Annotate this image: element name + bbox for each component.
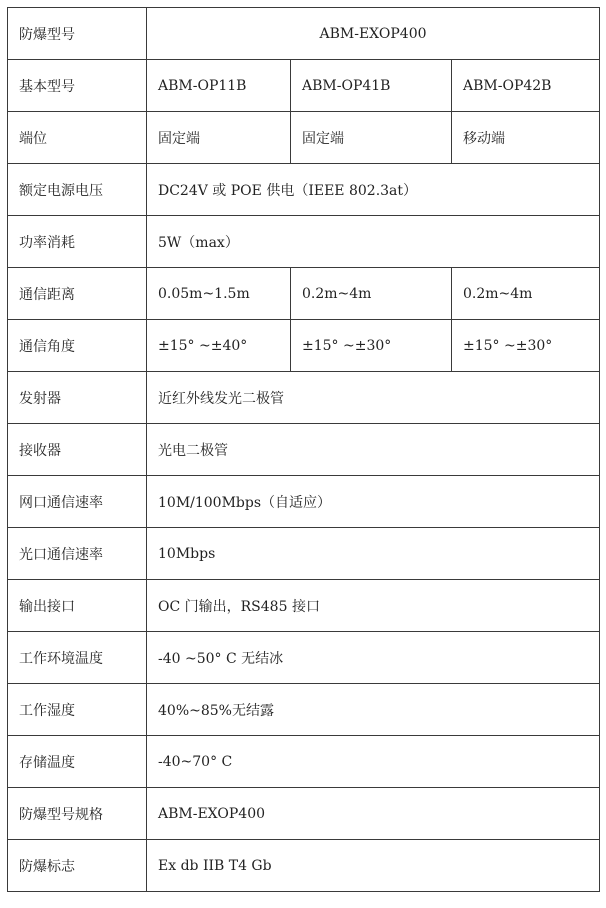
- row-temp: [8, 632, 600, 684]
- value-mark: Ex db IIB T4 Gb: [147, 840, 600, 892]
- value-emitter: 近红外线发光二极管: [147, 372, 600, 424]
- value-power: 5W（max）: [147, 216, 600, 268]
- row-rated-voltage: [8, 164, 600, 216]
- row-output: [8, 580, 600, 632]
- value-net-rate: 10M/100Mbps（自适应）: [147, 476, 600, 528]
- spec-table: [7, 7, 600, 892]
- row-angle: [8, 320, 600, 372]
- label-output: 输出接口: [8, 580, 147, 632]
- value-angle-3: ±15° ~±30°: [452, 320, 600, 372]
- row-storage: [8, 736, 600, 788]
- row-power: [8, 216, 600, 268]
- row-distance: [8, 268, 600, 320]
- value-humidity: 40%~85%无结露: [147, 684, 600, 736]
- value-optical-rate: 10Mbps: [147, 528, 600, 580]
- row-base-model: [8, 60, 600, 112]
- row-emitter: [8, 372, 600, 424]
- label-spec: 防爆型号规格: [8, 788, 147, 840]
- value-base-model-3: ABM-OP42B: [452, 60, 600, 112]
- label-base-model: 基本型号: [8, 60, 147, 112]
- value-angle-2: ±15° ~±30°: [291, 320, 452, 372]
- value-end-position-1: 固定端: [147, 112, 291, 164]
- label-storage: 存储温度: [8, 736, 147, 788]
- value-spec: ABM-EXOP400: [147, 788, 600, 840]
- row-mark: [8, 840, 600, 892]
- value-temp: -40 ~50° C 无结冰: [147, 632, 600, 684]
- label-emitter: 发射器: [8, 372, 147, 424]
- row-net-rate: [8, 476, 600, 528]
- row-model: [8, 8, 600, 60]
- label-rated-voltage: 额定电源电压: [8, 164, 147, 216]
- row-humidity: [8, 684, 600, 736]
- value-angle-1: ±15° ~±40°: [147, 320, 291, 372]
- value-end-position-3: 移动端: [452, 112, 600, 164]
- row-spec: [8, 788, 600, 840]
- row-optical-rate: [8, 528, 600, 580]
- label-model: 防爆型号: [8, 8, 147, 60]
- label-distance: 通信距离: [8, 268, 147, 320]
- value-distance-2: 0.2m~4m: [291, 268, 452, 320]
- label-mark: 防爆标志: [8, 840, 147, 892]
- value-base-model-1: ABM-OP11B: [147, 60, 291, 112]
- label-net-rate: 网口通信速率: [8, 476, 147, 528]
- label-optical-rate: 光口通信速率: [8, 528, 147, 580]
- value-base-model-2: ABM-OP41B: [291, 60, 452, 112]
- value-model: ABM-EXOP400: [147, 8, 600, 60]
- label-receiver: 接收器: [8, 424, 147, 476]
- label-power: 功率消耗: [8, 216, 147, 268]
- value-distance-1: 0.05m~1.5m: [147, 268, 291, 320]
- label-humidity: 工作湿度: [8, 684, 147, 736]
- row-receiver: [8, 424, 600, 476]
- label-temp: 工作环境温度: [8, 632, 147, 684]
- label-end-position: 端位: [8, 112, 147, 164]
- value-receiver: 光电二极管: [147, 424, 600, 476]
- label-angle: 通信角度: [8, 320, 147, 372]
- value-end-position-2: 固定端: [291, 112, 452, 164]
- value-rated-voltage: DC24V 或 POE 供电（IEEE 802.3at）: [147, 164, 600, 216]
- value-output: OC 门输出，RS485 接口: [147, 580, 600, 632]
- value-distance-3: 0.2m~4m: [452, 268, 600, 320]
- value-storage: -40~70° C: [147, 736, 600, 788]
- row-end-position: [8, 112, 600, 164]
